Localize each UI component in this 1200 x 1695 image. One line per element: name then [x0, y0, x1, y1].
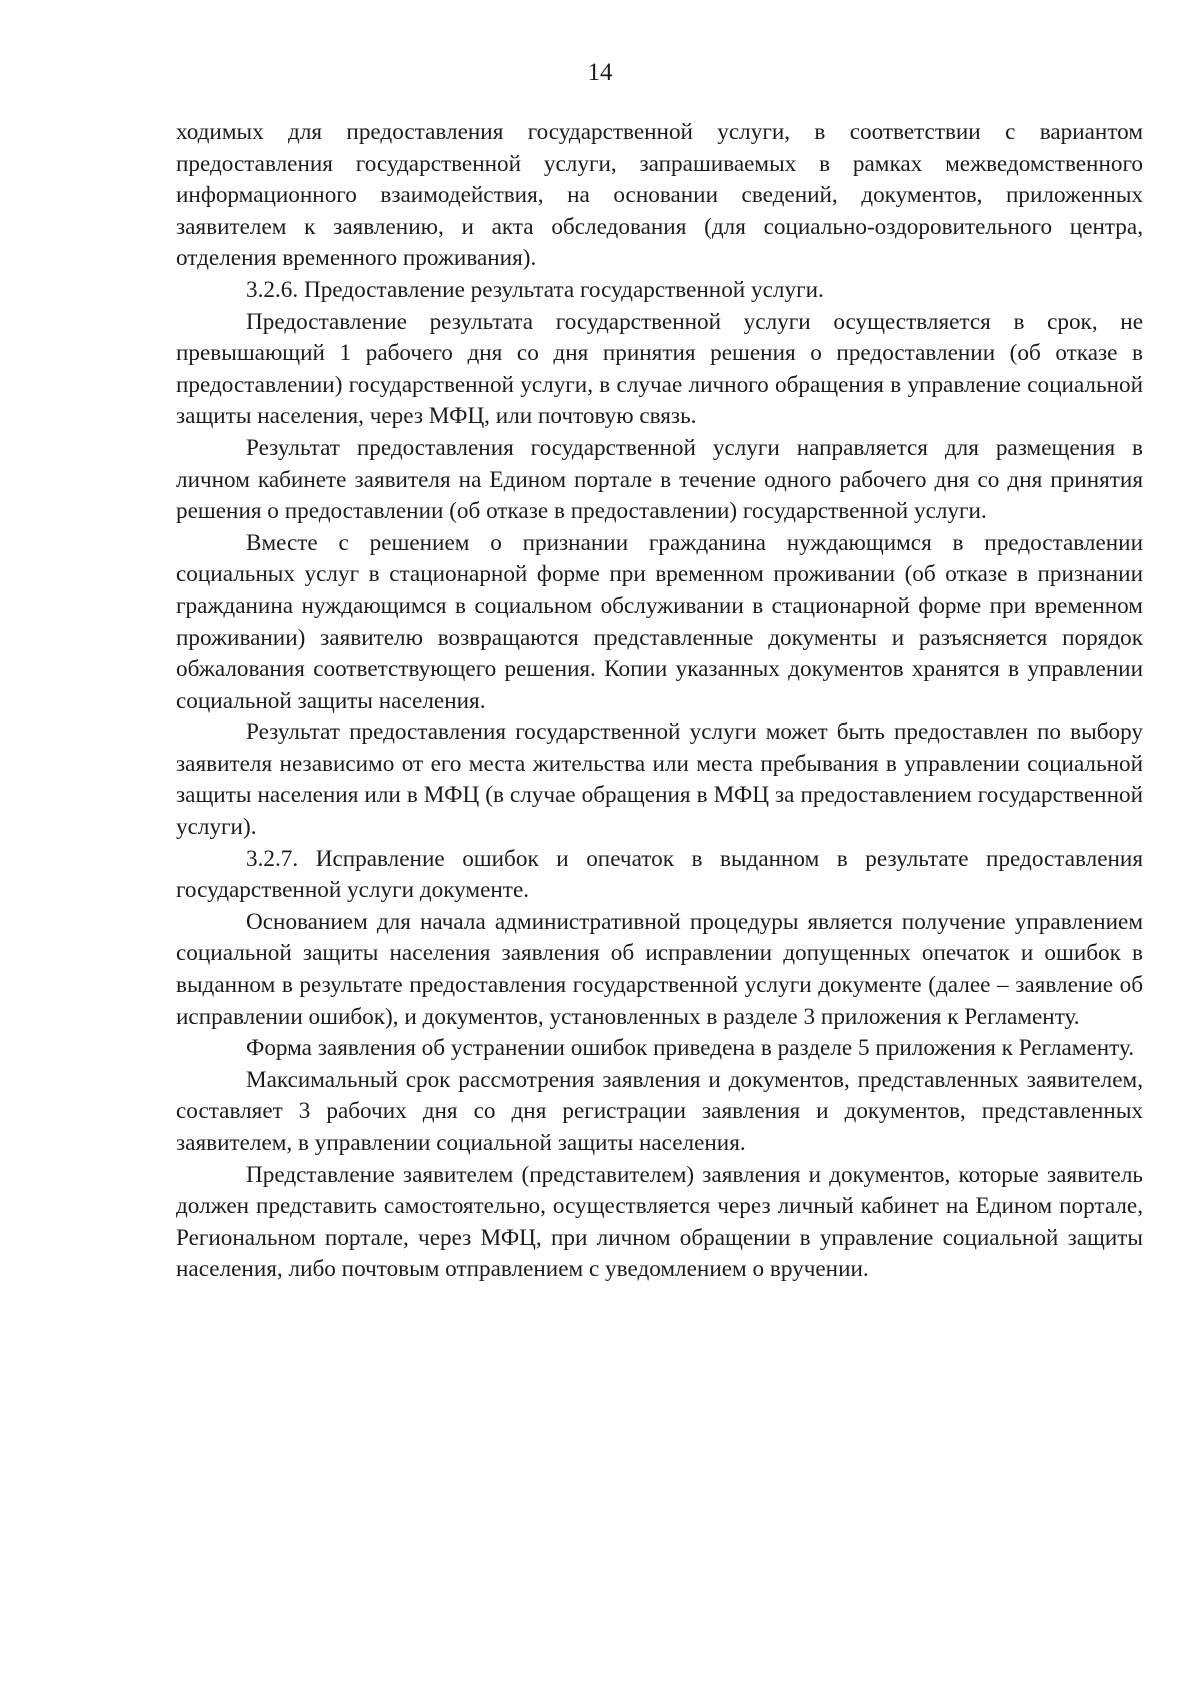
paragraph: Вместе с решением о признании гражданина нуждающимся в предоставлении социальных услуг в стационарной форме при временном проживании (об отказе в признании гражданина нуждающимся в социальном обслуживании в стационарной форме при временном проживании) заявителю возвращаются представленные документы и разъясняется порядок обжалования соответствующего решения. Копии указанных документов хранятся в управлении социальной защиты населения.	[176, 529, 1143, 714]
paragraph: Результат предоставления государственной услуги может быть предоставлен по выбору заявителя независимо от его места жительства или места пребывания в управлении социальной защиты населения или в МФЦ (в случае обращения в МФЦ за предоставлением государственной услуги).	[176, 719, 1143, 841]
paragraph: Форма заявления об устранении ошибок приведена в разделе 5 приложения к Регламенту.	[246, 1035, 1135, 1062]
document-body	[176, 117, 1143, 1286]
paragraph: Предоставление результата государственной услуги осуществляется в срок, не превышающий 1 рабочего дня со дня принятия решения о предоставлении (об отказе в предоставлении) государственной услуги, в случае личного обращения в управление социальной защиты населения, через МФЦ, или почтовую связь.	[176, 308, 1143, 430]
paragraph: Основанием для начала административной процедуры является получение управлением социальной защиты населения заявления об исправлении допущенных опечаток и ошибок в выданном в результате предоставления государственной услуги документе (далее – заявление об исправлении ошибок), и документов, установленных в разделе 3 приложения к Регламенту.	[176, 908, 1143, 1030]
paragraph: Представление заявителем (представителем) заявления и документов, которые заявитель должен представить самостоятельно, осуществляется через личный кабинет на Едином портале, Региональном портале, через МФЦ, при личном обращении в управление социальной защиты населения, либо почтовым отправлением с уведомлением о вручении.	[176, 1161, 1143, 1283]
paragraph-continuation: ходимых для предоставления государственной услуги, в соответствии с вариантом предоставления государственной услуги, запрашиваемых в рамках межведомственного информационного взаимодействия, на основании сведений, документов, приложенных заявителем к заявлению, и акта обследования (для социально-оздоровительного центра, отделения временного проживания).	[176, 119, 1143, 272]
section-heading-3-2-7: 3.2.7. Исправление ошибок и опечаток в выданном в результате предоставления государственной услуги документе.	[176, 845, 1143, 904]
page-number: 14	[587, 59, 613, 86]
section-heading-3-2-6: 3.2.6. Предоставление результата государственной услуги.	[246, 276, 824, 303]
paragraph: Максимальный срок рассмотрения заявления и документов, представленных заявителем, составляет 3 рабочих дня со дня регистрации заявления и документов, представленных заявителем, в управлении социальной защиты населения.	[176, 1066, 1143, 1156]
paragraph: Результат предоставления государственной услуги направляется для размещения в личном кабинете заявителя на Едином портале в течение одного рабочего дня со дня принятия решения о предоставлении (об отказе в предоставлении) государственной услуги.	[176, 434, 1143, 525]
